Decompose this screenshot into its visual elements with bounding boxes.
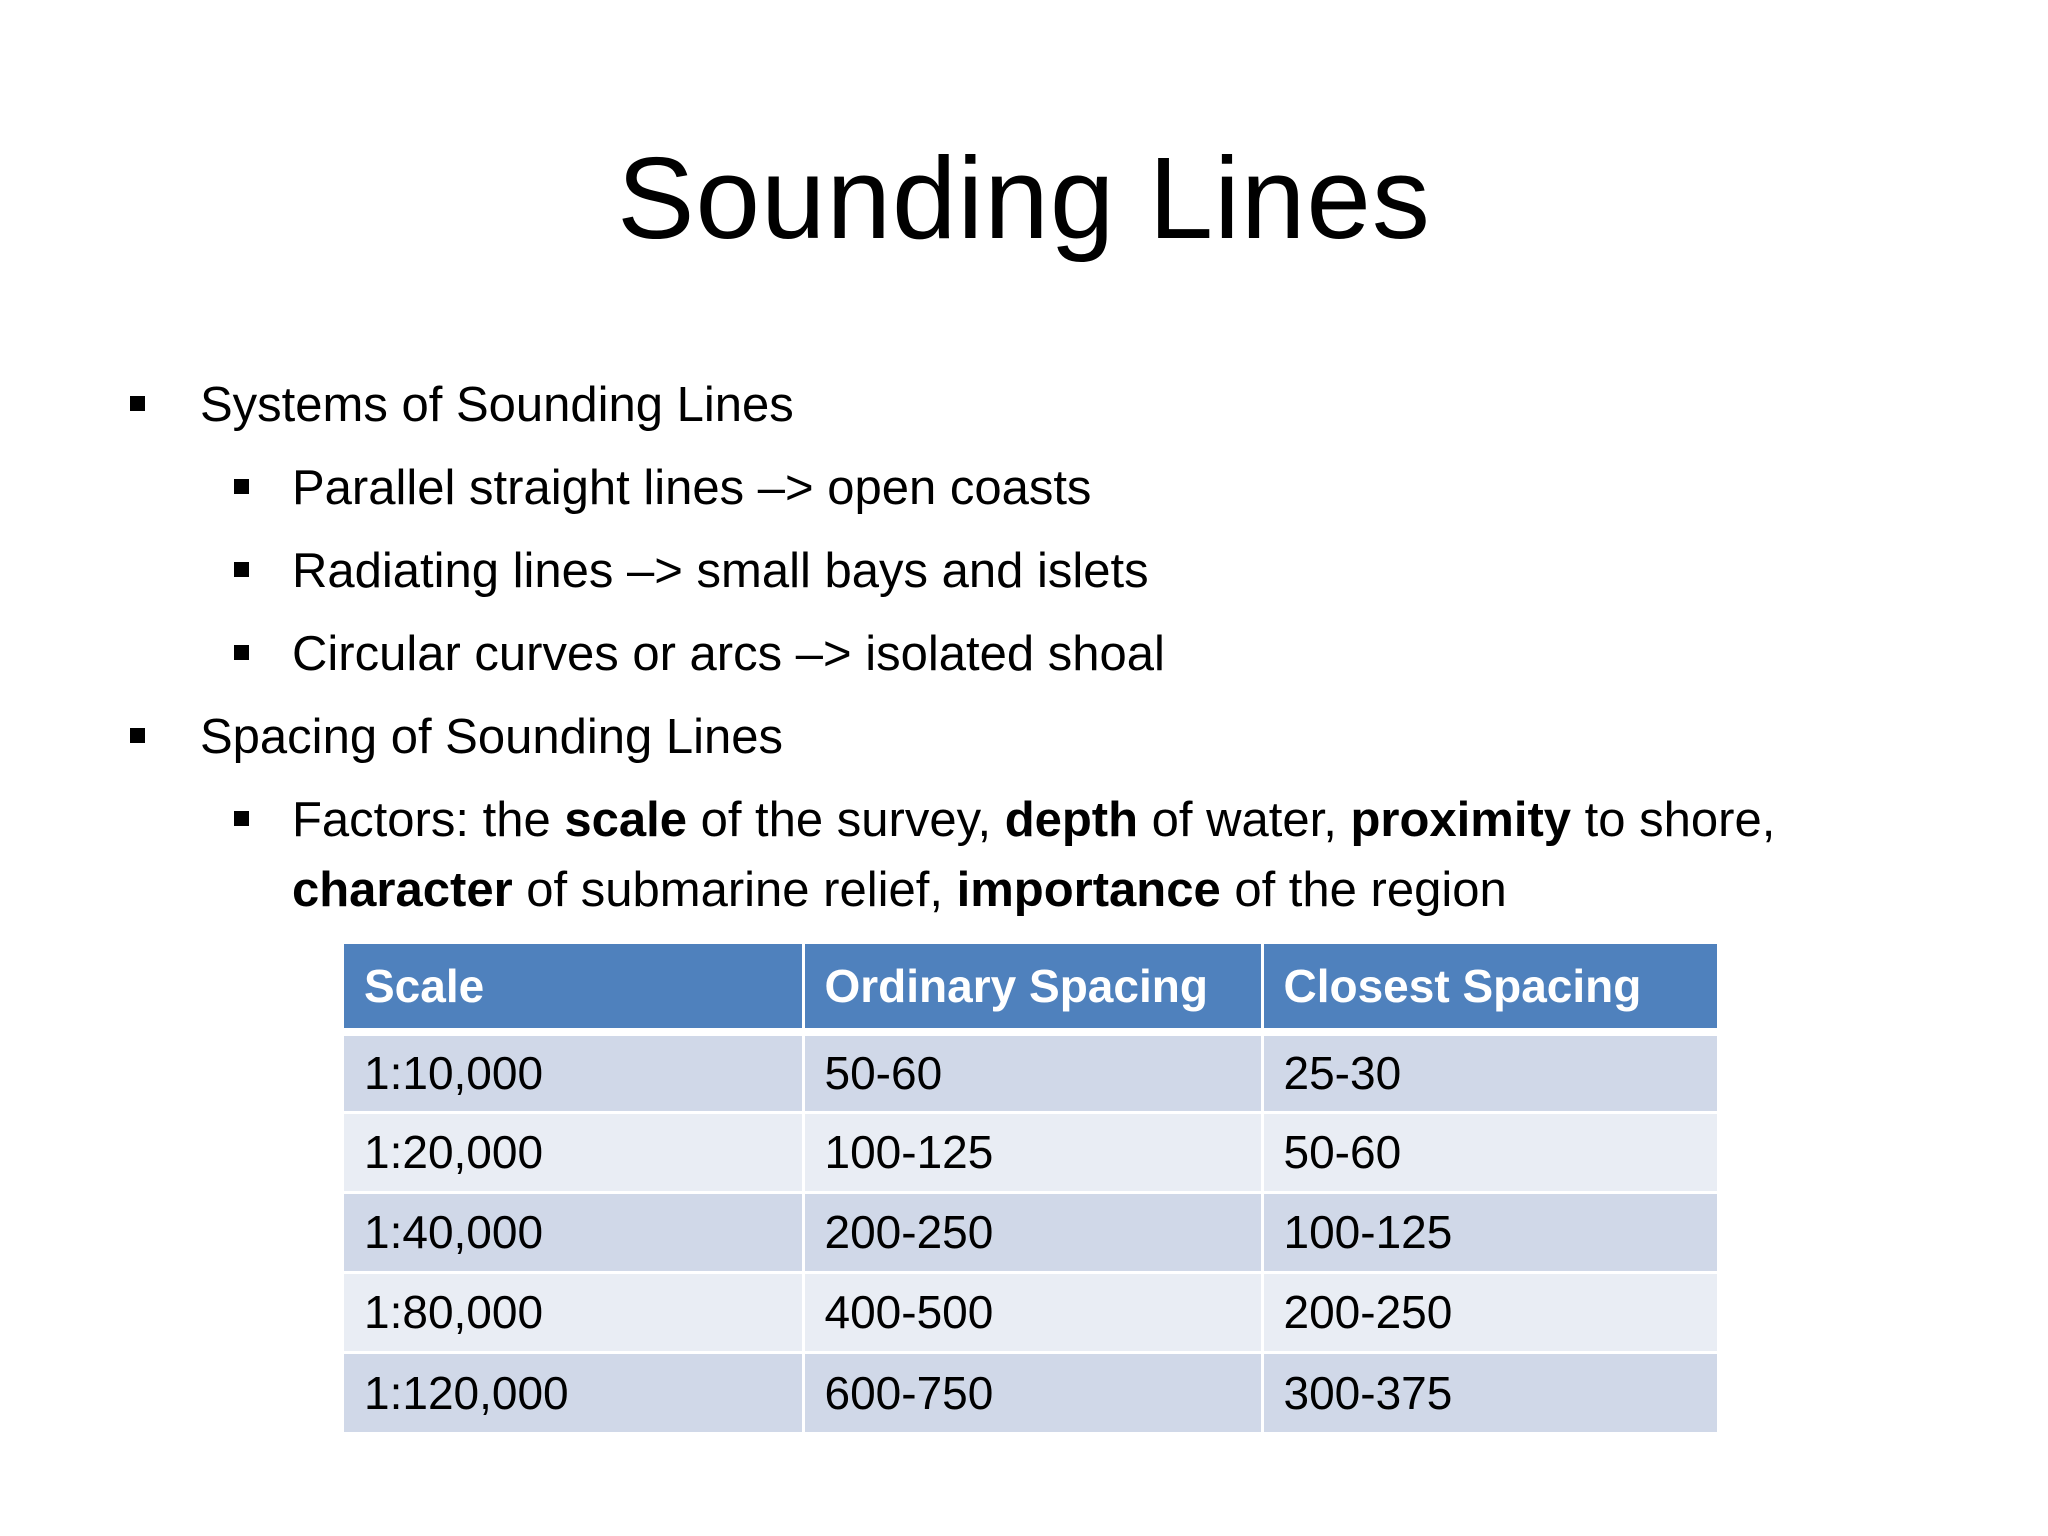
bullet-label: Systems of Sounding Lines: [200, 378, 794, 432]
sub-bullet-parallel: [292, 453, 1091, 523]
table-row: [344, 1352, 1717, 1432]
cell-closest: 200-250: [1262, 1272, 1717, 1352]
square-bullet-icon: [130, 396, 145, 411]
cell-ordinary: 400-500: [803, 1272, 1262, 1352]
cell-scale: 1:40,000: [344, 1192, 803, 1272]
square-bullet-icon: [234, 479, 249, 494]
factor-character: character: [292, 863, 513, 917]
cell-ordinary: 200-250: [803, 1192, 1262, 1272]
square-bullet-icon: [234, 645, 249, 660]
sub-bullet-radiating: [292, 536, 1149, 606]
slide-title: Sounding Lines: [617, 133, 1431, 263]
cell-closest: 300-375: [1262, 1352, 1717, 1432]
table-row: [344, 1032, 1717, 1112]
header-closest-spacing: Closest Spacing: [1262, 944, 1717, 1032]
bullet-systems: [200, 370, 794, 440]
square-bullet-icon: [234, 562, 249, 577]
sub-bullet-circular: [292, 619, 1165, 689]
sub-bullet-label: Circular curves or arcs –> isolated shoal: [292, 627, 1165, 681]
cell-closest: 100-125: [1262, 1192, 1717, 1272]
table-row: [344, 1112, 1717, 1192]
cell-scale: 1:80,000: [344, 1272, 803, 1352]
factors-text-line1: Factors: the scale of the survey, depth of water, proximity to shore,: [292, 793, 1776, 847]
factor-depth: depth: [1004, 793, 1139, 847]
table-row: [344, 1272, 1717, 1352]
cell-ordinary: 50-60: [803, 1032, 1262, 1112]
sub-bullet-label: Parallel straight lines –> open coasts: [292, 461, 1092, 515]
table-row: [344, 1192, 1717, 1272]
cell-scale: 1:20,000: [344, 1112, 803, 1192]
sub-bullet-label: Radiating lines –> small bays and islets: [292, 544, 1149, 598]
factor-scale: scale: [564, 793, 687, 847]
factors-continuation: [292, 855, 1507, 925]
factor-importance: importance: [956, 863, 1221, 917]
table-header-row: [344, 944, 1717, 1032]
header-scale: Scale: [344, 944, 803, 1032]
cell-ordinary: 600-750: [803, 1352, 1262, 1432]
sub-bullet-factors: [292, 785, 1775, 855]
cell-closest: 50-60: [1262, 1112, 1717, 1192]
factors-text-line2: character of submarine relief, importance of the region: [292, 863, 1507, 917]
cell-closest: 25-30: [1262, 1032, 1717, 1112]
cell-scale: 1:120,000: [344, 1352, 803, 1432]
cell-scale: 1:10,000: [344, 1032, 803, 1112]
bullet-spacing: [200, 702, 783, 772]
bullet-label: Spacing of Sounding Lines: [200, 710, 783, 764]
square-bullet-icon: [130, 728, 145, 743]
factor-proximity: proximity: [1350, 793, 1572, 847]
header-ordinary-spacing: Ordinary Spacing: [803, 944, 1262, 1032]
spacing-table: [344, 944, 1717, 1432]
cell-ordinary: 100-125: [803, 1112, 1262, 1192]
square-bullet-icon: [234, 811, 249, 826]
